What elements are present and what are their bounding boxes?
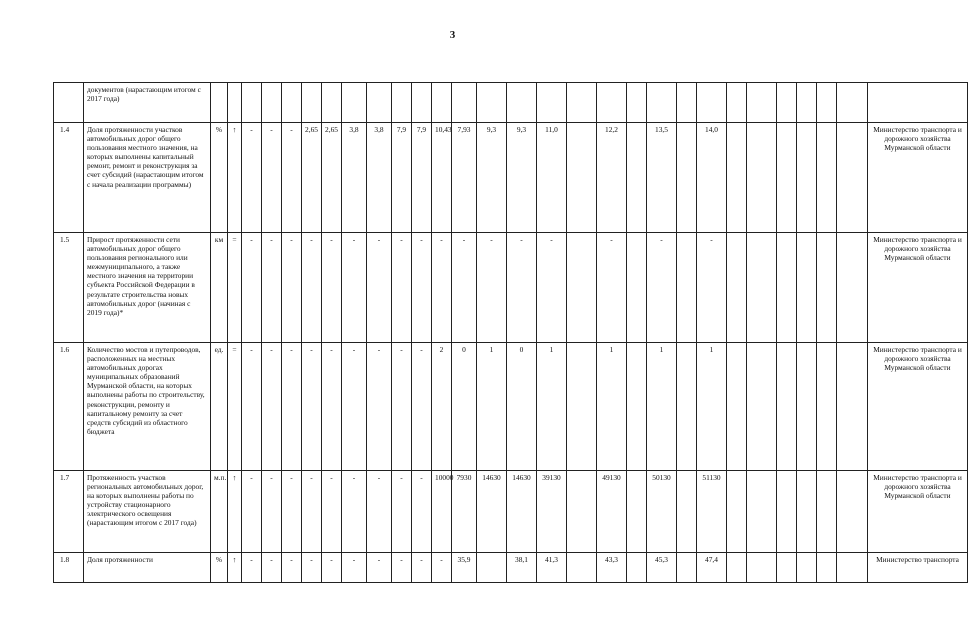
value-cell: - [282,123,302,233]
value-cell: 1 [537,343,567,471]
value-cell: 50130 [647,471,677,553]
value-cell: - [367,471,392,553]
value-cell: - [392,233,412,343]
responsible-cell: Министерство транспорта и дорожного хозяйства Мурманской области [868,233,968,343]
indicator-name: Доля протяженности [84,553,211,583]
value-cell: 2 [432,343,452,471]
value-cell: 41,3 [537,553,567,583]
value-cell: - [262,471,282,553]
row-number: 1.4 [54,123,84,233]
value-cell: - [322,471,342,553]
value-cell [727,233,747,343]
value-cell: 13,5 [647,123,677,233]
value-cell: 7,9 [412,123,432,233]
unit-cell [211,83,228,123]
value-cell [627,83,647,123]
value-cell: - [452,233,477,343]
value-cell [677,471,697,553]
value-cell: - [322,233,342,343]
value-cell: - [302,233,322,343]
value-cell [817,471,837,553]
indicator-name: Протяженность участков региональных автомобильных дорог, на которых выполнены работы по устройству стационарного электрического освещения (нарастающим итогом с 2017 года) [84,471,211,553]
value-cell: - [302,553,322,583]
value-cell [837,233,868,343]
indicator-name: документов (нарастающим итогом с 2017 года) [84,83,211,123]
value-cell [477,553,507,583]
table-row [54,553,968,583]
value-cell [837,343,868,471]
trend-cell: = [228,233,242,343]
value-cell [597,83,627,123]
value-cell [727,123,747,233]
value-cell: - [342,343,367,471]
value-cell [727,553,747,583]
row-number: 1.6 [54,343,84,471]
value-cell: - [477,233,507,343]
value-cell [567,83,597,123]
indicator-name: Количество мостов и путепроводов, расположенных на местных автомобильных дорогах муниципальных образований Мурманской области, на которых выполнены работы по строительству, реконструкции, ремонту и капитальному ремонту за счет средств субсидий из областного бюджета [84,343,211,471]
value-cell [777,123,797,233]
value-cell: 11,0 [537,123,567,233]
value-cell: - [262,553,282,583]
value-cell: 2,65 [302,123,322,233]
value-cell: 43,3 [597,553,627,583]
value-cell: - [282,343,302,471]
responsible-cell [868,83,968,123]
value-cell: 1 [697,343,727,471]
value-cell: 39130 [537,471,567,553]
value-cell [537,83,567,123]
value-cell: - [507,233,537,343]
value-cell [507,83,537,123]
value-cell: 49130 [597,471,627,553]
value-cell [697,83,727,123]
value-cell [432,83,452,123]
value-cell [282,83,302,123]
value-cell [677,83,697,123]
value-cell: - [597,233,627,343]
value-cell [747,233,777,343]
value-cell: - [262,123,282,233]
value-cell [367,83,392,123]
value-cell: 1 [477,343,507,471]
value-cell: - [242,343,262,471]
value-cell [777,343,797,471]
value-cell: - [262,343,282,471]
table-row [54,343,968,471]
value-cell [727,343,747,471]
value-cell [677,233,697,343]
value-cell: 51130 [697,471,727,553]
trend-cell: = [228,343,242,471]
value-cell: 1 [647,343,677,471]
row-number [54,83,84,123]
value-cell [817,343,837,471]
responsible-cell: Министерство транспорта и дорожного хозяйства Мурманской области [868,123,968,233]
trend-cell [228,83,242,123]
value-cell [837,83,868,123]
value-cell [677,343,697,471]
value-cell [837,471,868,553]
value-cell [777,471,797,553]
value-cell: 0 [507,343,537,471]
table-row [54,233,968,343]
value-cell: - [432,553,452,583]
trend-cell: ↑ [228,553,242,583]
value-cell: - [262,233,282,343]
value-cell: - [242,471,262,553]
value-cell [342,83,367,123]
value-cell: - [242,123,262,233]
value-cell [477,83,507,123]
value-cell [567,343,597,471]
value-cell: 9,3 [507,123,537,233]
value-cell [567,233,597,343]
value-cell: - [367,233,392,343]
value-cell [777,233,797,343]
value-cell: 47,4 [697,553,727,583]
value-cell [777,553,797,583]
value-cell: - [322,343,342,471]
value-cell [747,553,777,583]
value-cell: - [282,233,302,343]
value-cell [412,83,432,123]
value-cell [627,471,647,553]
value-cell: 12,2 [597,123,627,233]
value-cell: 0 [452,343,477,471]
value-cell: - [432,233,452,343]
table-row [54,471,968,553]
value-cell: 7930 [452,471,477,553]
value-cell: - [412,343,432,471]
value-cell: - [392,553,412,583]
value-cell [567,553,597,583]
value-cell: - [412,471,432,553]
value-cell: 1 [597,343,627,471]
responsible-cell: Министерство транспорта и дорожного хозяйства Мурманской области [868,343,968,471]
value-cell [747,343,777,471]
value-cell [797,83,817,123]
value-cell: 10,43 [432,123,452,233]
value-cell [262,83,282,123]
value-cell [817,83,837,123]
value-cell: - [282,553,302,583]
value-cell [727,83,747,123]
value-cell: 3,8 [342,123,367,233]
value-cell [797,471,817,553]
value-cell [242,83,262,123]
value-cell: - [302,471,322,553]
value-cell [322,83,342,123]
value-cell: - [322,553,342,583]
value-cell [797,343,817,471]
value-cell [452,83,477,123]
responsible-cell: Министерство транспорта [868,553,968,583]
value-cell [747,471,777,553]
trend-cell: ↑ [228,123,242,233]
value-cell: - [697,233,727,343]
unit-cell: ед. [211,343,228,471]
value-cell [797,123,817,233]
row-number: 1.8 [54,553,84,583]
value-cell [797,553,817,583]
value-cell: - [242,233,262,343]
indicator-name: Доля протяженности участков автомобильных дорог общего пользования местного значения, на которых выполнены капитальный ремонт, ремонт и реконструкция за счет субсидий (нарастающим итогом с начала реализации программы) [84,123,211,233]
value-cell [817,123,837,233]
responsible-cell: Министерство транспорта и дорожного хозяйства Мурманской области [868,471,968,553]
indicators-table [53,82,968,583]
value-cell [627,233,647,343]
value-cell [817,553,837,583]
value-cell: 14630 [477,471,507,553]
value-cell: - [302,343,322,471]
value-cell: 3,8 [367,123,392,233]
value-cell [302,83,322,123]
value-cell: - [342,471,367,553]
value-cell [747,123,777,233]
value-cell [797,233,817,343]
indicator-name: Прирост протяженности сети автомобильных дорог общего пользования регионального или межмуниципального, а также местного значения на территории субъекта Российской Федерации в результате строительства новых автомобильных дорог (начиная с 2019 года)* [84,233,211,343]
value-cell [677,553,697,583]
value-cell: 9,3 [477,123,507,233]
value-cell [747,83,777,123]
value-cell [627,343,647,471]
trend-cell: ↑ [228,471,242,553]
value-cell [627,123,647,233]
value-cell: 2,65 [322,123,342,233]
value-cell: - [242,553,262,583]
value-cell [727,471,747,553]
value-cell [677,123,697,233]
value-cell: - [392,343,412,471]
value-cell: - [367,553,392,583]
page-number: 3 [449,29,456,41]
value-cell: 14630 [507,471,537,553]
value-cell [392,83,412,123]
value-cell: 38,1 [507,553,537,583]
unit-cell: % [211,553,228,583]
value-cell [817,233,837,343]
value-cell: 35,9 [452,553,477,583]
value-cell: 7,93 [452,123,477,233]
row-number: 1.7 [54,471,84,553]
table-row [54,83,968,123]
value-cell [837,553,868,583]
unit-cell: км [211,233,228,343]
value-cell: - [282,471,302,553]
value-cell: - [647,233,677,343]
value-cell: - [412,553,432,583]
value-cell: - [367,343,392,471]
value-cell [777,83,797,123]
value-cell: 14,0 [697,123,727,233]
value-cell: 7,9 [392,123,412,233]
value-cell [627,553,647,583]
value-cell [567,471,597,553]
unit-cell: м.п. [211,471,228,553]
value-cell: - [412,233,432,343]
table-row [54,123,968,233]
value-cell [837,123,868,233]
value-cell [567,123,597,233]
value-cell: - [537,233,567,343]
value-cell: - [342,233,367,343]
value-cell: - [392,471,412,553]
value-cell: - [342,553,367,583]
value-cell: 10000 [432,471,452,553]
value-cell [647,83,677,123]
value-cell: 45,3 [647,553,677,583]
row-number: 1.5 [54,233,84,343]
unit-cell: % [211,123,228,233]
